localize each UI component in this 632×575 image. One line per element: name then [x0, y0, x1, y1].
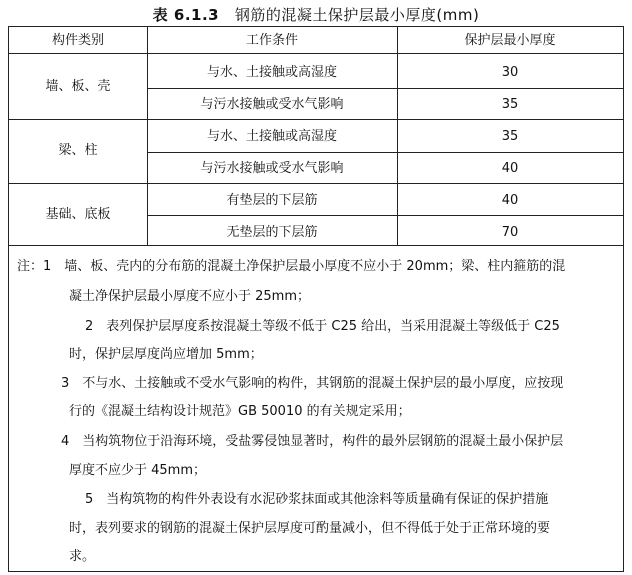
header-category: 构件类别	[51, 33, 104, 48]
condition-cell: 与污水接触或受水气影响	[200, 161, 344, 176]
header-divider	[9, 53, 623, 54]
condition-cell: 与水、土接触或高湿度	[206, 129, 337, 144]
thickness-cell: 35	[501, 97, 519, 112]
thickness-cell: 35	[501, 129, 519, 144]
row-divider	[147, 88, 623, 89]
note-line: 行的《混凝土结构设计规范》GB 50010 的有关规定采用；	[69, 404, 411, 419]
group-divider	[9, 183, 623, 184]
note-line: 时，保护层厚度尚应增加 5mm；	[69, 347, 263, 362]
row-divider	[147, 215, 623, 216]
header-thickness: 保护层最小厚度	[464, 33, 556, 48]
table-number: 表 6.1.3	[152, 6, 220, 24]
thickness-cell: 30	[501, 65, 519, 80]
condition-cell: 有垫层的下层筋	[226, 193, 318, 208]
protection-layer-table	[8, 26, 624, 572]
note-line: 5 当构筑物的构件外表设有水泥砂浆抹面或其他涂料等质量确有保证的保护措施	[85, 492, 549, 507]
group-divider	[9, 119, 623, 120]
condition-cell: 无垫层的下层筋	[226, 225, 318, 240]
note-line: 求。	[69, 549, 96, 564]
table-title-text: 钢筋的混凝土保护层最小厚度(mm)	[234, 6, 480, 24]
category-cell: 基础、底板	[45, 207, 111, 222]
header-condition: 工作条件	[245, 33, 298, 48]
note-line: 时，表列要求的钢筋的混凝土保护层厚度可酌量减小，但不得低于处于正常环境的要	[69, 521, 551, 536]
note-line: 2 表列保护层厚度系按混凝土等级不低于 C25 给出，当采用混凝土等级低于 C25	[85, 319, 560, 334]
category-cell: 墙、板、壳	[45, 79, 111, 94]
condition-cell: 与污水接触或受水气影响	[200, 97, 344, 112]
table-title	[0, 4, 632, 25]
note-line: 4 当构筑物位于沿海环境，受盐雾侵蚀显著时，构件的最外层钢筋的混凝土最小保护层	[61, 434, 564, 449]
table-notes-divider	[9, 245, 623, 246]
note-line: 厚度不应少于 45mm；	[69, 463, 207, 478]
thickness-cell: 40	[501, 161, 519, 176]
thickness-cell: 40	[501, 193, 519, 208]
note-line: 注：1 墙、板、壳内的分布筋的混凝土净保护层最小厚度不应小于 20mm；梁、柱内箍筋的混	[17, 259, 566, 274]
row-divider	[147, 152, 623, 153]
thickness-cell: 70	[501, 225, 519, 240]
note-line: 3 不与水、土接触或不受水气影响的构件，其钢筋的混凝土保护层的最小厚度，应按现	[61, 376, 564, 391]
category-cell: 梁、柱	[58, 143, 98, 158]
note-line: 凝土净保护层最小厚度不应小于 25mm；	[69, 289, 311, 304]
condition-cell: 与水、土接触或高湿度	[206, 65, 337, 80]
